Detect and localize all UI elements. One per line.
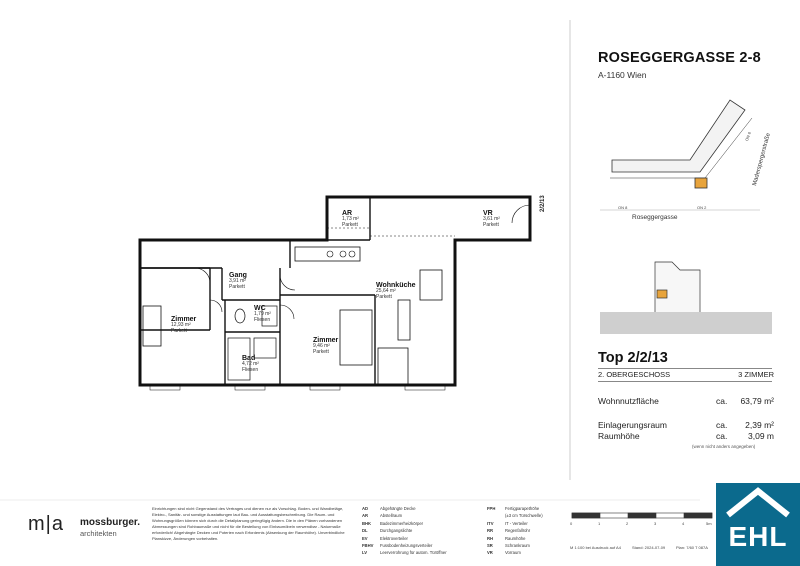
wohnnutzflaeche-label: Wohnnutzfläche	[598, 396, 659, 406]
einlagerungsraum-ca: ca.	[716, 420, 728, 430]
scale-tick: 5m	[706, 521, 712, 526]
legend-left	[362, 505, 482, 557]
raumhoehe-label: Raumhöhe	[598, 431, 640, 441]
house-roof-icon	[716, 485, 800, 521]
room-vr-name: VR	[483, 210, 493, 217]
site-street-right: Maderspergerstraße	[752, 132, 772, 187]
legend-item: DL Durchgangslichte	[362, 528, 413, 534]
raumhoehe-note: (wenn nicht anders angegeben)	[692, 444, 756, 449]
legend-item: AR Abstellraum	[362, 513, 403, 519]
room-vr-area: 3,61 m²	[483, 216, 500, 223]
divider	[598, 368, 772, 369]
raumhoehe-ca: ca.	[716, 431, 728, 441]
legend-item: ITV IT - Verteiler	[487, 520, 528, 526]
room-zimmer-1-area: 12,93 m²	[171, 322, 191, 329]
disclaimer-text: Einrichtungen sind nicht Gegenstand des Vertrages und dienen nur als Vorschlag. Boden- und Wandbeläge, Elektro-, Sanitär- und sonstige Ausstattungen laut Bau- und Ausstattungsbeschreibung. Die Raum- und Wohnungsgrößen können sich durch die Detailplanung geringfügig ändern. Die in den Plänen vorhandenen Abmessungen sind Rohbaumaße und nicht für die Bestellung von Einbaumöbeln verwendbar - Naturmaße erforderlich! Abgehängte Decken und Poterien nach Erfordernis (Absenkung der Raumhöhe). Unverbindliche Planskizze, Änderungen vorbehalten.	[152, 506, 345, 542]
room-zimmer-1	[171, 316, 196, 334]
room-wohnkueche	[376, 282, 416, 300]
divider	[598, 381, 772, 382]
room-zimmer-1-floor: Parkett	[171, 327, 187, 334]
plan-number: Plan: 7/60 T 087A	[676, 545, 708, 550]
scale-bar	[572, 513, 712, 518]
site-marker-1: ON 8	[618, 205, 628, 210]
room-vr-floor: Parkett	[483, 221, 499, 228]
raumhoehe-value: 3,09 m	[748, 431, 774, 441]
room-zimmer-2-floor: Parkett	[313, 348, 329, 355]
legend-item: (±3 cm Türschwelle)	[505, 513, 543, 519]
unit-floor: 2. OBERGESCHOSS	[598, 370, 671, 379]
room-bad-area: 4,72 m²	[242, 361, 259, 368]
room-wohnkueche-floor: Parkett	[376, 293, 392, 300]
site-marker-3: ON 6	[744, 131, 752, 142]
ehl-logo	[716, 483, 800, 566]
scale-tick: 4	[682, 521, 685, 526]
wohnnutzflaeche-row	[598, 396, 774, 406]
room-zimmer-2-name: Zimmer	[313, 337, 339, 344]
project-address: A-1160 Wien	[598, 70, 647, 80]
site-plan	[600, 100, 760, 210]
scale-tick: 0	[570, 521, 573, 526]
room-zimmer-2-area: 9,46 m²	[313, 343, 330, 350]
room-gang-floor: Parkett	[229, 283, 245, 290]
unit-name: Top 2/2/13	[598, 350, 668, 366]
unit-rooms: 3 ZIMMER	[738, 370, 774, 379]
unit-tag: 2/2/13	[540, 195, 546, 212]
room-gang-name: Gang	[229, 272, 247, 279]
legend-item: BHK Badezimmerheizkörper	[362, 520, 424, 526]
brand-sub: architekten	[80, 529, 117, 538]
legend-item: VR Vorraum	[487, 550, 521, 556]
section-sketch	[600, 262, 772, 334]
room-wohnkueche-name: Wohnküche	[376, 282, 416, 289]
legend-item: FPH Fertigparapethöhe	[487, 506, 540, 511]
wohnnutzflaeche-value: 63,79 m²	[740, 396, 774, 406]
legend-right	[487, 505, 562, 557]
room-wc-floor: Fliesen	[254, 316, 271, 323]
legend-item: FBHV Fussbodenheizungsverteiler	[362, 543, 433, 549]
room-ar-floor: Parkett	[342, 221, 358, 228]
room-wc-area: 1,79 m²	[254, 311, 271, 318]
raumhoehe-row	[598, 431, 774, 441]
room-ar-name: AR	[342, 210, 353, 217]
legend-item: LV Leerverrohrung für autom. Türöffner	[362, 550, 447, 556]
room-ar-area: 1,73 m²	[342, 216, 359, 223]
room-wohnkueche-area: 25,64 m²	[376, 288, 396, 295]
room-bad	[242, 355, 259, 373]
room-zimmer-2	[313, 337, 338, 355]
room-bad-name: Bad	[242, 355, 256, 362]
scale-tick: 2	[626, 521, 629, 526]
brand-logo-mark: m|a	[28, 513, 64, 535]
room-ar	[342, 210, 359, 228]
einlagerungsraum-label: Einlagerungsraum	[598, 420, 667, 430]
einlagerungsraum-value: 2,39 m²	[745, 420, 774, 430]
scale-tick: 3	[654, 521, 657, 526]
room-wc	[254, 305, 271, 323]
date-note: Stand: 2024-07-09	[632, 545, 666, 550]
room-gang-area: 3,91 m²	[229, 278, 246, 285]
brand-name: mossburger.	[80, 517, 141, 528]
legend-item: RH Raumhöhe	[487, 535, 526, 541]
room-vr	[483, 210, 500, 228]
site-marker-2: ON 2	[697, 205, 707, 210]
wohnnutzflaeche-ca: ca.	[716, 396, 728, 406]
room-wc-name: WC	[254, 305, 266, 312]
unit-floor-row	[598, 370, 774, 379]
room-zimmer-1-name: Zimmer	[171, 316, 197, 323]
legend-item: AD Abgehängte Decke	[362, 506, 416, 511]
scale-note: M 1:100 bei Ausdruck auf A4	[570, 545, 621, 550]
room-gang	[229, 272, 247, 290]
site-street-bottom: Roseggergasse	[632, 214, 678, 221]
legend-item: SR Schrankraum	[487, 543, 530, 549]
legend-item: EV Elektroverteiler	[362, 535, 408, 541]
project-title: ROSEGGERGASSE 2-8	[598, 50, 761, 66]
scale-tick: 1	[598, 521, 601, 526]
einlagerungsraum-row	[598, 420, 774, 430]
legend-item: RR Regenfallrohr	[487, 528, 531, 534]
room-bad-floor: Fliesen	[242, 366, 259, 373]
ehl-logo-text: EHL	[728, 521, 788, 552]
outer-wall	[140, 197, 530, 385]
